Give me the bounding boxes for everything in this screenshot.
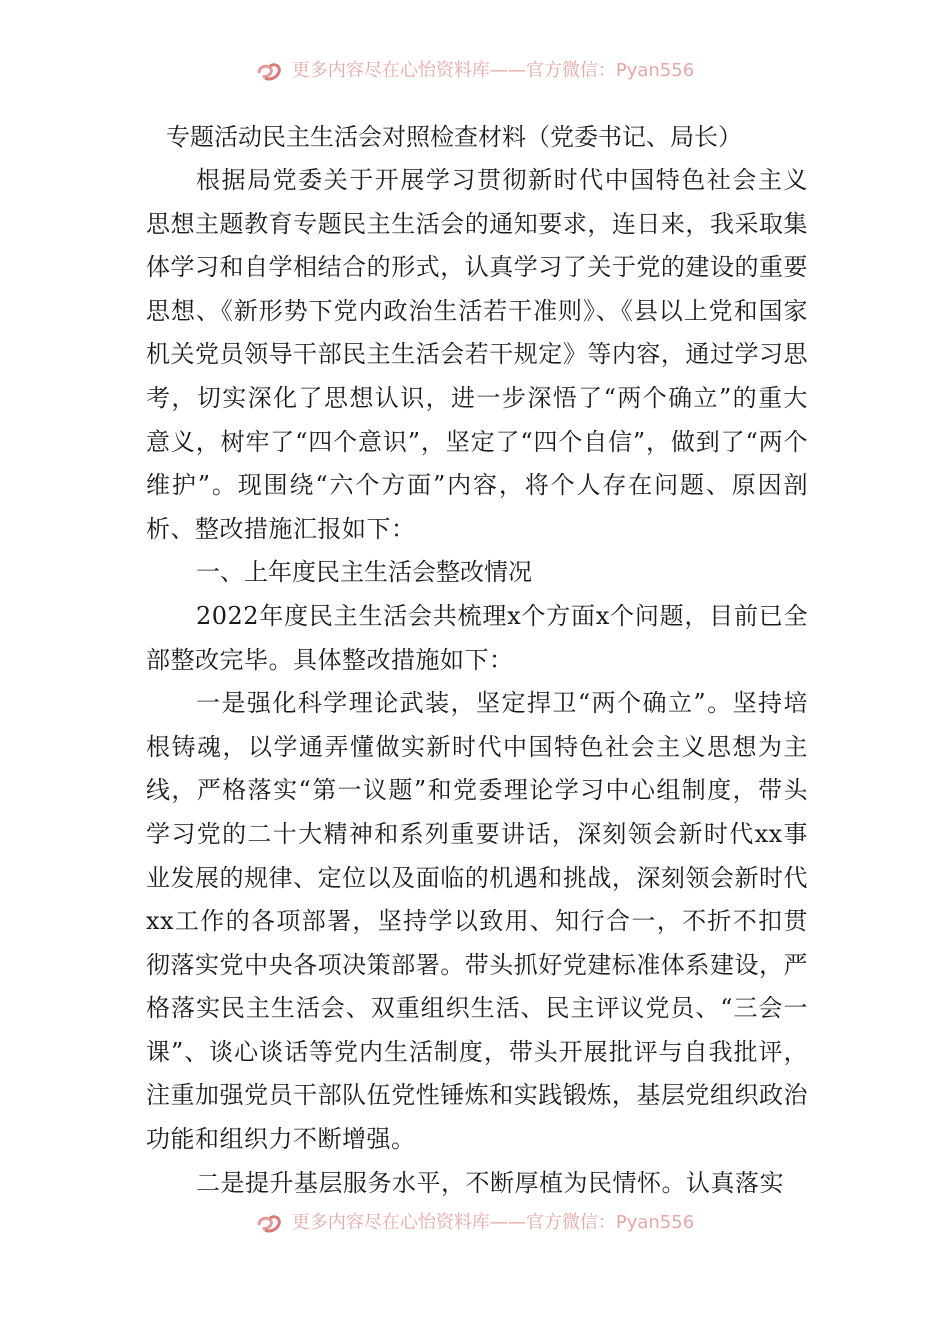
paragraph-measure-2: 二是提升基层服务水平，不断厚植为民情怀。认真落实 [196, 1168, 784, 1197]
header-watermark [0, 58, 950, 84]
watermark-logo-icon [256, 1212, 284, 1234]
watermark-text: 更多内容尽在心怡资料库——官方微信：Pyan556 [291, 1212, 695, 1233]
paragraph-measure-1: 一是强化科学理论武装，坚定捍卫“两个确立”。坚持培根铸魂，以学通弄懂做实新时代中国特色社会主义思想为主线，严格落实“第一议题”和党委理论学习中心组制度，带头学习党的二十大精神和系列重要讲话，深刻领会新时代xx事业发展的规律、定位以及面临的机遇和挑战，深刻领会新时代xx工作的各项部署，坚持学以致用、知行合一，不折不扣贯彻落实党中央各项决策部署。带头抓好党建标准体系建设，严格落实民主生活会、双重组织生活、民主评议党员、“三会一课”、谈心谈话等党内生活制度，带头开展批评与自我批评，注重加强党员干部队伍党性锤炼和实践锻炼，基层党组织政治功能和组织力不断增强。 [146, 689, 808, 1154]
paragraph-summary: 2022年度民主生活会共梳理x个方面x个问题，目前已全部整改完毕。具体整改措施如下： [146, 601, 808, 674]
watermark-text: 更多内容尽在心怡资料库——官方微信：Pyan556 [291, 60, 695, 81]
document-body [146, 115, 808, 1205]
watermark-logo-icon [256, 60, 284, 82]
section-heading-1: 一、上年度民主生活会整改情况 [196, 558, 532, 587]
footer-watermark [0, 1210, 950, 1236]
document-title: 专题活动民主生活会对照检查材料（党委书记、局长） [166, 123, 742, 151]
paragraph-intro: 根据局党委关于开展学习贯彻新时代中国特色社会主义思想主题教育专题民主生活会的通知要求，连日来，我采取集体学习和自学相结合的形式，认真学习了关于党的建设的重要思想、《新形势下党内政治生活若干准则》、《县以上党和国家机关党员领导干部民主生活会若干规定》等内容，通过学习思考，切实深化了思想认识，进一步深悟了“两个确立”的重大意义，树牢了“四个意识”，坚定了“四个自信”，做到了“两个维护”。现围绕“六个方面”内容，将个人存在问题、原因剖析、整改措施汇报如下： [146, 166, 808, 543]
